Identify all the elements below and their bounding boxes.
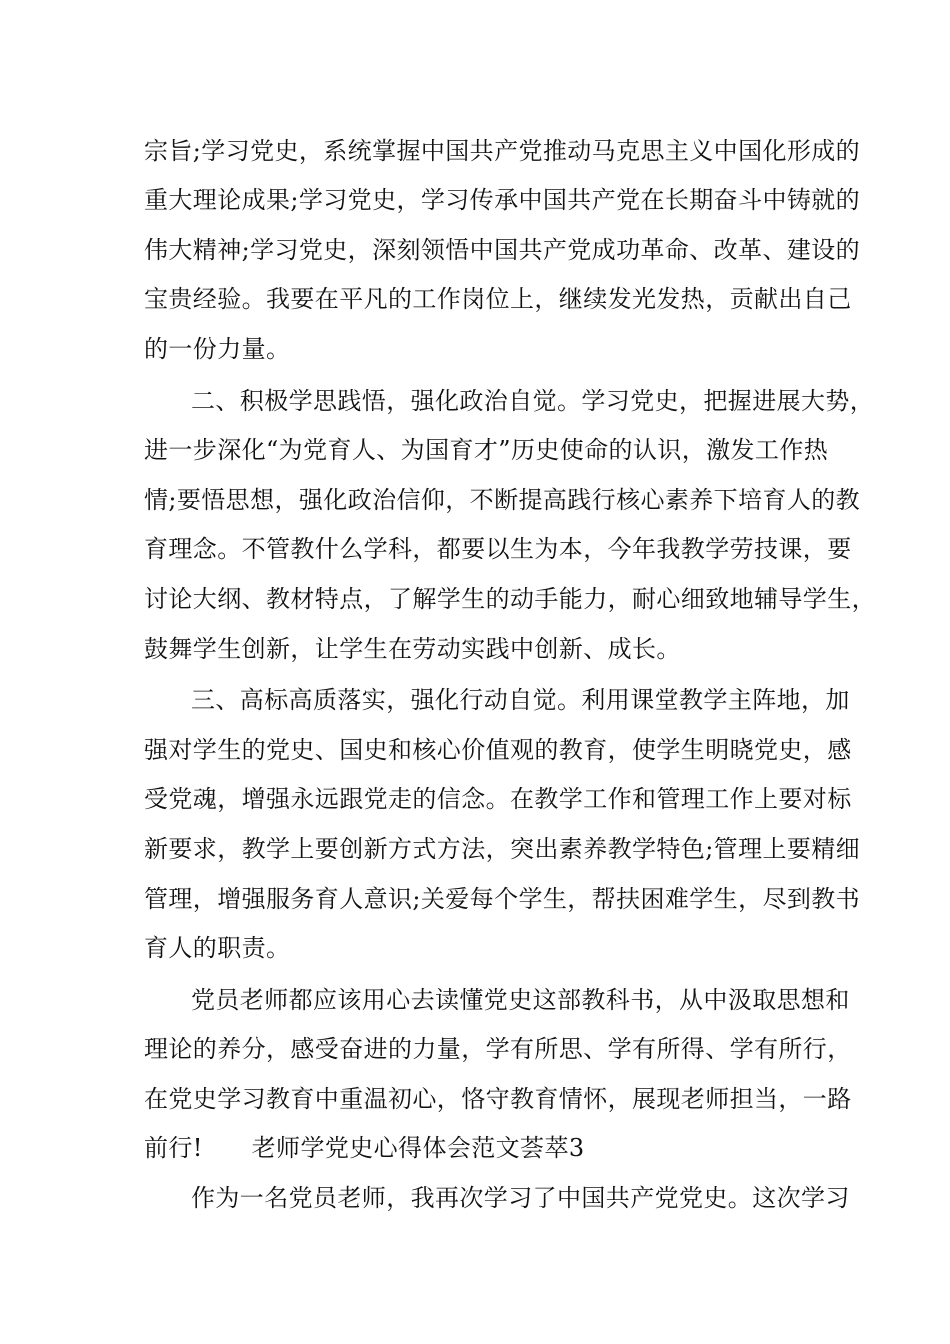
text-line-3: 伟大精神;学习党史，深刻领悟中国共产党成功革命、改革、建设的: [144, 236, 861, 264]
text-line-4: 宝贵经验。我要在平凡的工作岗位上，继续发光发热，贡献出自己: [144, 285, 852, 313]
text-line-21: 前行! 老师学党史心得体会范文荟萃3: [144, 1134, 585, 1162]
text-line-7: 进一步深化“为党育人、为国育才”历史使命的认识，激发工作热: [144, 436, 829, 464]
paragraph-4-first-line: 党员老师都应该用心去读懂党史这部教科书，从中汲取思想和: [191, 986, 850, 1014]
text-line-8: 情;要悟思想，强化政治信仰，不断提高践行核心素养下培育人的教: [144, 486, 861, 514]
text-line-13: 强对学生的党史、国史和核心价值观的教育，使学生明晓党史，感: [144, 736, 852, 764]
text-line-11: 鼓舞学生创新，让学生在劳动实践中创新、成长。: [144, 635, 681, 663]
text-line-17: 育人的职责。: [144, 934, 291, 962]
text-line-16: 管理，增强服务育人意识;关爱每个学生，帮扶困难学生，尽到教书: [144, 885, 861, 913]
text-line-15: 新要求，教学上要创新方式方法，突出素养教学特色;管理上要精细: [144, 835, 861, 863]
text-line-10: 讨论大纲、教材特点，了解学生的动手能力，耐心细致地辅导学生，: [144, 585, 876, 613]
text-line-19: 理论的养分，感受奋进的力量，学有所思、学有所得、学有所行，: [144, 1035, 852, 1063]
text-line-14: 受党魂，增强永远跟党走的信念。在教学工作和管理工作上要对标: [144, 785, 852, 813]
paragraph-2-first-line: 二、积极学思践悟，强化政治自觉。学习党史，把握进展大势，: [191, 387, 875, 415]
text-line-2: 重大理论成果;学习党史，学习传承中国共产党在长期奋斗中铸就的: [144, 186, 861, 214]
text-line-1: 宗旨;学习党史，系统掌握中国共产党推动马克思主义中国化形成的: [144, 137, 861, 165]
text-line-9: 育理念。不管教什么学科，都要以生为本，今年我教学劳技课，要: [144, 535, 852, 563]
text-line-5: 的一份力量。: [144, 335, 291, 363]
paragraph-5-first-line: 作为一名党员老师，我再次学习了中国共产党党史。这次学习: [191, 1184, 850, 1212]
text-line-20: 在党史学习教育中重温初心，恪守教育情怀，展现老师担当，一路: [144, 1085, 852, 1113]
paragraph-3-first-line: 三、高标高质落实，强化行动自觉。利用课堂教学主阵地，加: [191, 686, 850, 714]
